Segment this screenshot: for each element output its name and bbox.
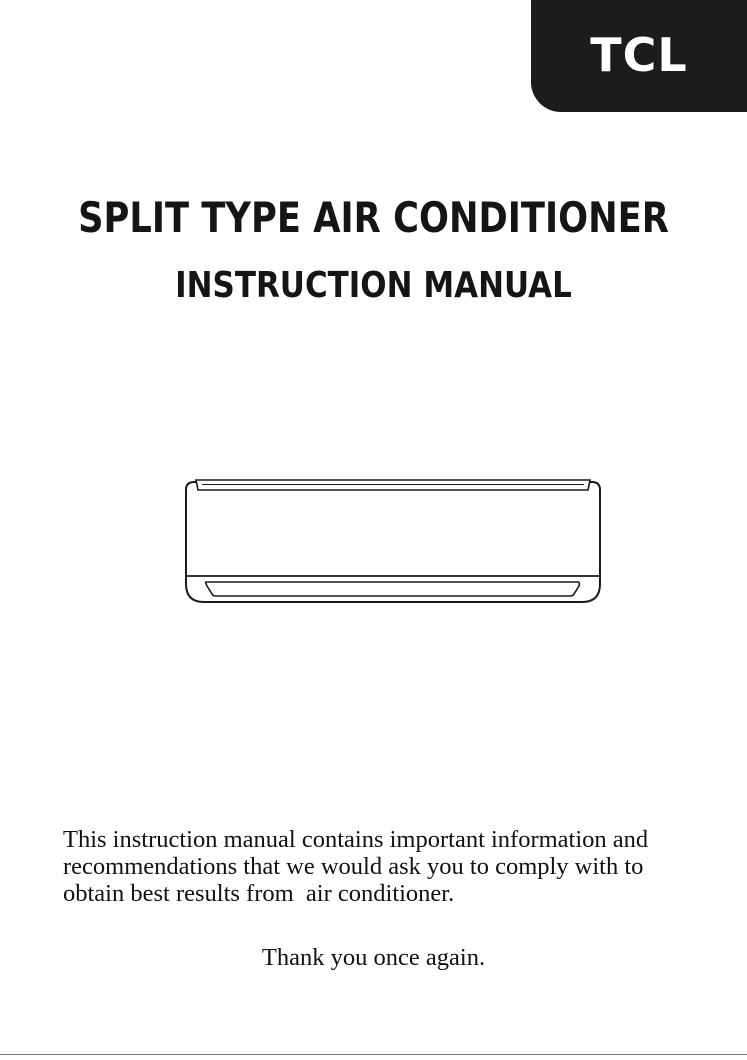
document-subtitle: INSTRUCTION MANUAL bbox=[175, 265, 572, 306]
brand-logo bbox=[531, 0, 747, 112]
document-title: SPLIT TYPE AIR CONDITIONER bbox=[78, 193, 669, 242]
intro-line: This instruction manual contains important information and bbox=[63, 826, 649, 853]
intro-line: recommendations that we would ask you to comply with to bbox=[63, 853, 644, 880]
air-conditioner-unit-icon bbox=[184, 476, 602, 608]
closing-text: Thank you once again. bbox=[261, 944, 486, 971]
intro-line: obtain best results from air conditioner. bbox=[63, 880, 455, 907]
intro-paragraph bbox=[63, 826, 723, 907]
page-bottom-rule bbox=[0, 1054, 747, 1055]
brand-logo-text: TCL bbox=[590, 28, 688, 82]
